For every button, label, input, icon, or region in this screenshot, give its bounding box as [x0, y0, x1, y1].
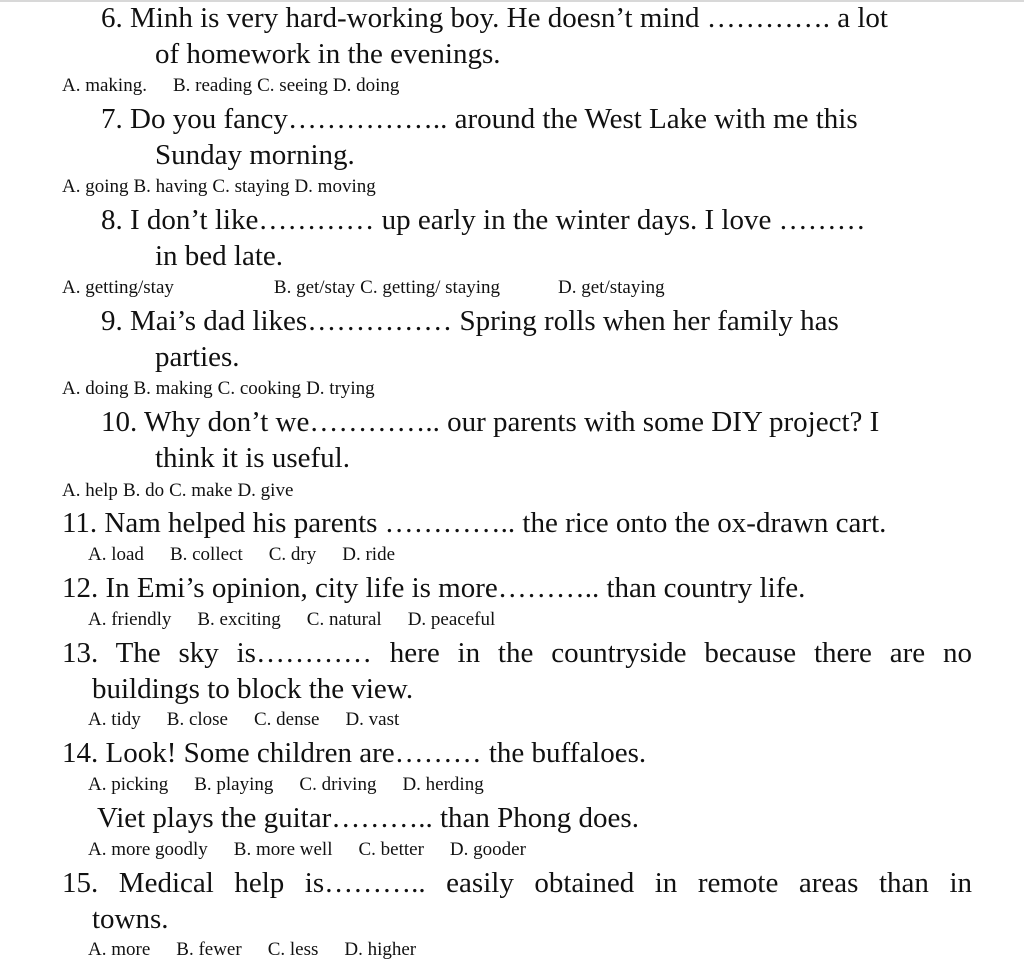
question-13-options — [88, 710, 399, 729]
question-6-options — [62, 76, 399, 95]
option-c: C. driving — [299, 774, 377, 795]
option-b: B. close — [166, 709, 228, 730]
question-10-line-1: 10. Why don’t we………….. our parents with some DIY project? I — [101, 406, 880, 438]
question-8-options — [62, 278, 665, 297]
question-6-line-2: of homework in the evenings. — [155, 38, 501, 70]
option-c: C. natural — [306, 609, 382, 630]
option-d: D. peaceful — [407, 609, 496, 630]
question-unnumbered-line-1: Viet plays the guitar……….. than Phong does. — [97, 802, 639, 834]
option-a: A. more goodly — [88, 839, 208, 860]
option-b: B. get/stay — [273, 277, 356, 298]
question-12-line-1: 12. In Emi’s opinion, city life is more……….. than country life. — [62, 572, 806, 604]
option-d: D. moving — [294, 176, 376, 197]
question-13-line-2: buildings to block the view. — [92, 673, 414, 705]
option-a: A. tidy — [88, 709, 141, 730]
question-9-line-2: parties. — [155, 341, 240, 373]
question-14-options — [88, 775, 484, 794]
option-a: A. making. — [62, 75, 147, 96]
question-14-line-1: 14. Look! Some children are……… the buffaloes. — [62, 737, 647, 769]
option-a: A. doing — [62, 378, 129, 399]
option-a: A. load — [88, 544, 144, 565]
question-unnumbered-options — [88, 840, 526, 859]
option-b: B. collect — [169, 544, 243, 565]
question-7-line-2: Sunday morning. — [155, 139, 355, 171]
question-11-options — [88, 545, 395, 564]
question-7-options — [62, 177, 376, 196]
option-d: D. get/staying — [558, 277, 665, 298]
question-9-options — [62, 379, 375, 398]
option-b: B. exciting — [197, 609, 281, 630]
question-15-line-1: 15. Medical help is……….. easily obtained in remote areas than in — [62, 867, 972, 899]
option-c: C. staying — [212, 176, 290, 197]
option-b: B. fewer — [176, 939, 242, 960]
option-d: D. gooder — [449, 839, 526, 860]
option-d: D. vast — [345, 709, 400, 730]
question-10-line-2: think it is useful. — [155, 442, 350, 474]
option-b: B. do — [122, 480, 165, 501]
option-d: D. give — [237, 480, 294, 501]
option-d: D. ride — [342, 544, 396, 565]
question-6-line-1: 6. Minh is very hard-working boy. He doesn’t mind …………. a lot — [101, 2, 888, 34]
option-d: D. higher — [344, 939, 417, 960]
question-8-line-1: 8. I don’t like………… up early in the winter days. I love ……… — [101, 204, 866, 236]
question-13-line-1: 13. The sky is………… here in the countryside because there are no — [62, 637, 972, 669]
option-d: D. doing — [332, 75, 400, 96]
option-a: A. getting/stay — [62, 277, 174, 298]
option-c: C. make — [169, 480, 233, 501]
option-c: C. dense — [254, 709, 320, 730]
option-c: C. seeing — [257, 75, 328, 96]
option-c: C. better — [358, 839, 424, 860]
option-b: B. more well — [233, 839, 333, 860]
question-8-line-2: in bed late. — [155, 240, 284, 272]
option-b: B. playing — [194, 774, 274, 795]
option-d: D. trying — [306, 378, 375, 399]
option-b: B. having — [133, 176, 208, 197]
option-c: C. getting/ staying — [360, 277, 501, 298]
option-c: C. cooking — [217, 378, 302, 399]
option-a: A. friendly — [88, 609, 172, 630]
option-b: B. making — [133, 378, 213, 399]
question-15-line-2: towns. — [92, 903, 169, 935]
option-a: A. picking — [88, 774, 169, 795]
question-9-line-1: 9. Mai’s dad likes…………… Spring rolls when her family has — [101, 305, 839, 337]
option-b: B. reading — [172, 75, 253, 96]
option-d: D. herding — [402, 774, 484, 795]
question-10-options — [62, 481, 293, 500]
question-7-line-1: 7. Do you fancy…………….. around the West Lake with me this — [101, 103, 858, 135]
question-12-options — [88, 610, 495, 629]
option-c: C. less — [267, 939, 319, 960]
question-11-line-1: 11. Nam helped his parents ………….. the rice onto the ox-drawn cart. — [62, 507, 887, 539]
option-c: C. dry — [268, 544, 317, 565]
option-a: A. help — [62, 480, 118, 501]
question-15-options — [88, 940, 416, 959]
option-a: A. more — [88, 939, 151, 960]
option-a: A. going — [62, 176, 129, 197]
